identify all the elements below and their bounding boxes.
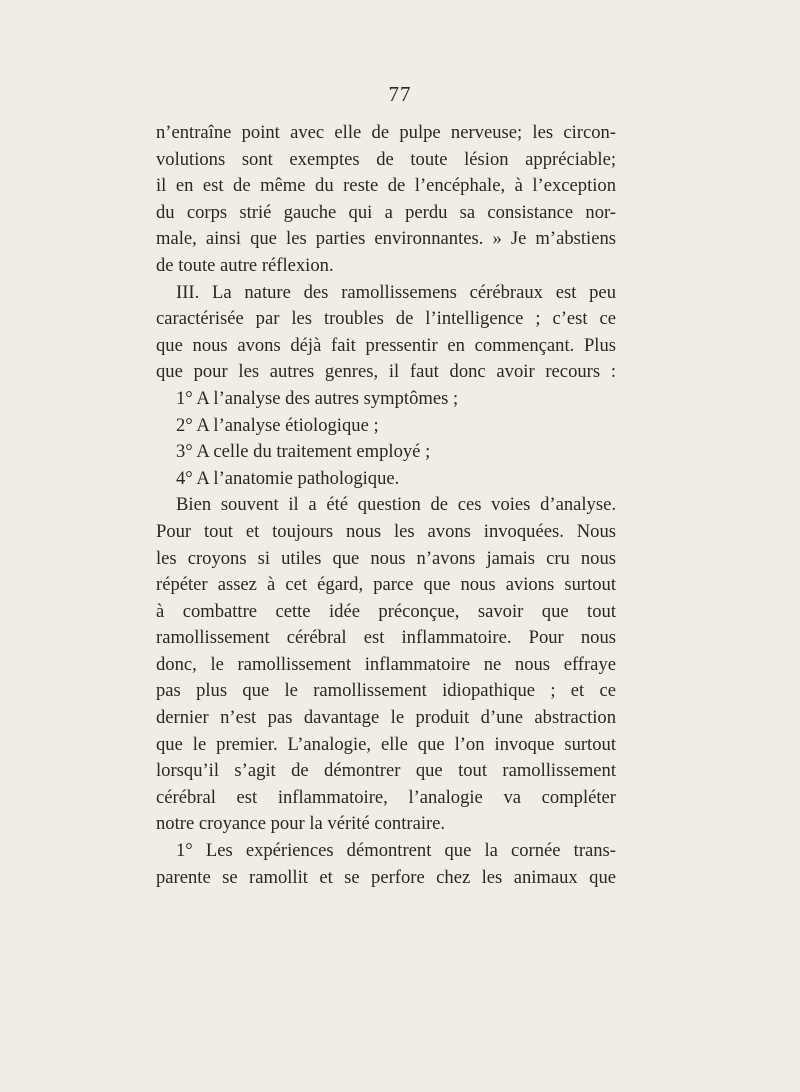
page-number: 77 [388, 82, 412, 106]
list-item: 3° A celle du traitement employé ; [176, 441, 431, 463]
text-line: donc, le ramollissement inflammatoire ne nous effraye [156, 653, 616, 675]
text-line: les croyons si utiles que nous n’avons jamais cru nous [156, 547, 616, 569]
paragraph-start-line: Bien souvent il a été question de ces voies d’analyse. [176, 494, 616, 516]
text-line: notre croyance pour la vérité contraire. [156, 813, 446, 835]
paragraph-start-line: 1° Les expériences démontrent que la cornée trans- [176, 840, 616, 862]
text-line: pas plus que le ramollissement idiopathique ; et ce [156, 680, 616, 702]
text-line: male, ainsi que les parties environnantes. » Je m’abstiens [156, 228, 616, 250]
list-item: 4° A l’anatomie pathologique. [176, 467, 400, 489]
text-line: caractérisée par les troubles de l’intelligence ; c’est ce [156, 308, 616, 330]
text-line: volutions sont exemptes de toute lésion appréciable; [156, 148, 616, 170]
text-line: parente se ramollit et se perfore chez les animaux que [156, 866, 616, 888]
text-line: répéter assez à cet égard, parce que nous avions surtout [156, 574, 616, 596]
section-heading-line: III. La nature des ramollissemens cérébraux est peu [176, 281, 616, 303]
text-line: ramollissement cérébral est inflammatoire. Pour nous [156, 627, 616, 649]
text-line: Pour tout et toujours nous les avons invoquées. Nous [156, 520, 616, 542]
text-line: à combattre cette idée préconçue, savoir que tout [156, 600, 616, 622]
text-line: du corps strié gauche qui a perdu sa consistance nor- [156, 201, 616, 223]
body-text [156, 120, 616, 891]
text-line: il en est de même du reste de l’encéphale, à l’exception [156, 175, 616, 197]
text-line: dernier n’est pas davantage le produit d’une abstraction [156, 707, 616, 729]
text-line: de toute autre réflexion. [156, 254, 334, 276]
text-line: cérébral est inflammatoire, l’analogie va compléter [156, 786, 616, 808]
text-line: n’entraîne point avec elle de pulpe nerveuse; les circon- [156, 122, 616, 143]
text-line: que nous avons déjà fait pressentir en commençant. Plus [156, 334, 616, 356]
text-line: que le premier. L’analogie, elle que l’on invoque surtout [156, 733, 616, 755]
text-line: que pour les autres genres, il faut donc avoir recours : [156, 361, 616, 383]
list-item: 2° A l’analyse étiologique ; [176, 414, 379, 436]
list-item: 1° A l’analyse des autres symptômes ; [176, 387, 459, 409]
text-line: lorsqu’il s’agit de démontrer que tout ramollissement [156, 760, 616, 782]
